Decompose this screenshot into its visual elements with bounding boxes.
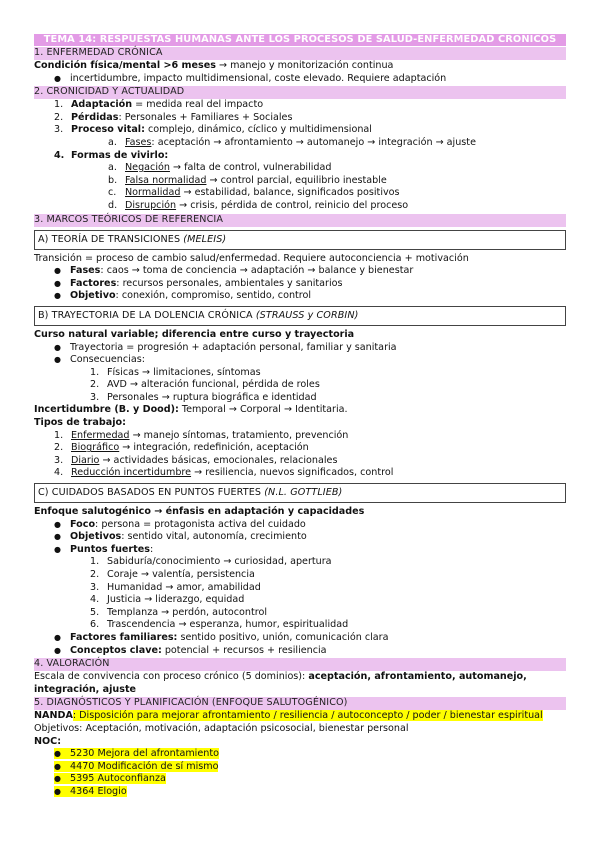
- text: sentido positivo, unión, comunicación clara: [177, 631, 389, 643]
- text: → resiliencia, nuevos significados, control: [191, 467, 394, 479]
- text-line: Tipos de trabajo:: [34, 417, 126, 429]
- text-line: Curso natural variable; diferencia entre curso y trayectoria: [34, 328, 355, 340]
- text: Justicia → liderazgo, equidad: [107, 594, 245, 606]
- text: Trayectoria = progresión + adaptación personal, familiar y sanitaria: [70, 341, 397, 353]
- noc-label: [34, 736, 566, 749]
- list-number: 4.: [90, 594, 100, 606]
- list-number: 3.: [54, 454, 64, 466]
- underlined-text: Disrupción: [125, 199, 177, 211]
- list-number: 2.: [54, 442, 64, 454]
- text: : caos → toma de conciencia → adaptación → balance y bienestar: [100, 265, 414, 277]
- list-item: [34, 367, 566, 380]
- text-line: Transición = proceso de cambio salud/enfermedad. Requiere autoconciencia + motivación: [34, 252, 469, 264]
- list-number: 2.: [54, 111, 64, 123]
- bold-text: Condición física/mental >6 meses: [34, 60, 216, 71]
- list-item: [34, 544, 566, 557]
- highlighted-text: 4364 Elogio: [70, 785, 127, 797]
- bullet-icon: ●: [54, 278, 61, 288]
- text: AVD → alteración funcional, pérdida de roles: [107, 379, 320, 391]
- box-author: (N.L. GOTTLIEB): [264, 487, 343, 499]
- list-item: [34, 99, 566, 112]
- text: : sentido vital, autonomía, crecimiento: [121, 531, 307, 543]
- text-line: [34, 404, 566, 417]
- bold-text: Foco: [70, 518, 96, 530]
- text: → actividades básicas, emocionales, relacionales: [99, 454, 338, 466]
- text: → control parcial, equilibrio inestable: [206, 174, 387, 186]
- list-item: [34, 175, 566, 188]
- bold-text: Formas de vivirlo:: [71, 149, 169, 161]
- noc-item: [34, 773, 566, 786]
- bold-text: NOC: [34, 735, 58, 747]
- list-number: 6.: [90, 619, 100, 631]
- bold-text: Puntos fuertes: [70, 543, 150, 555]
- list-item: [34, 278, 566, 291]
- list-item: [34, 607, 566, 620]
- list-item: [34, 150, 566, 163]
- highlighted-text: 5230 Mejora del afrontamiento: [70, 748, 219, 760]
- section-heading-5: 5. DIAGNÓSTICOS Y PLANIFICACIÓN (ENFOQUE SALUTOGÉNICO): [34, 697, 566, 710]
- list-number: 1.: [90, 366, 100, 378]
- noc-item: [34, 786, 566, 799]
- list-letter: d.: [108, 199, 118, 211]
- list-number: 1.: [54, 429, 64, 441]
- section-heading-2: 2. CRONICIDAD Y ACTUALIDAD: [34, 86, 566, 99]
- text: = medida real del impacto: [132, 99, 264, 111]
- list-item: [34, 124, 566, 137]
- underlined-text: Falsa normalidad: [125, 174, 207, 186]
- box-title: A) TEORÍA DE TRANSICIONES: [38, 233, 184, 245]
- page-title: TEMA 14: RESPUESTAS HUMANAS ANTE LOS PROCESOS DE SALUD-ENFERMEDAD CRÓNICOS: [34, 34, 566, 46]
- bullet-icon: ●: [54, 291, 61, 301]
- underlined-text: Negación: [125, 162, 170, 174]
- text: Personales → ruptura biográfica e identidad: [107, 391, 317, 403]
- section-heading-3: 3. MARCOS TEÓRICOS DE REFERENCIA: [34, 214, 566, 227]
- text: Templanza → perdón, autocontrol: [107, 606, 267, 618]
- list-item: [34, 290, 566, 303]
- list-item: [34, 519, 566, 532]
- list-item: [34, 162, 566, 175]
- text-line: [34, 60, 566, 73]
- text: complejo, dinámico, cíclico y multidimensional: [144, 124, 372, 136]
- bullet-icon: ●: [54, 73, 61, 83]
- bold-text: Pérdidas: [71, 111, 119, 123]
- list-letter: b.: [108, 174, 118, 186]
- bold-text: Fases: [70, 265, 101, 277]
- bullet-icon: ●: [54, 761, 61, 771]
- text: : persona = protagonista activa del cuidado: [95, 518, 306, 530]
- bold-text: Conceptos clave:: [70, 644, 162, 656]
- list-item: [34, 619, 566, 632]
- text-line: integración, ajuste: [34, 683, 137, 695]
- bullet-icon: ●: [54, 632, 61, 642]
- list-letter: a.: [108, 136, 117, 148]
- text-line: [34, 671, 566, 684]
- box-author: (MELEIS): [183, 233, 227, 245]
- text: → estabilidad, balance, significados positivos: [180, 187, 400, 199]
- text: Coraje → valentía, persistencia: [107, 569, 255, 580]
- bold-text: Factores familiares:: [70, 631, 178, 643]
- bullet-icon: ●: [54, 786, 61, 796]
- list-number: 1.: [90, 556, 100, 568]
- text: :: [57, 735, 62, 747]
- text: : aceptación → afrontamiento → automanejo → integración → ajuste: [151, 136, 476, 148]
- text: Trascendencia → esperanza, humor, espiritualidad: [107, 619, 349, 631]
- noc-item: [34, 748, 566, 761]
- text-line: Enfoque salutogénico → énfasis en adaptación y capacidades: [34, 506, 365, 518]
- text: Sabiduría/conocimiento → curiosidad, apertura: [107, 556, 332, 568]
- box-author: (STRAUSS y CORBIN): [255, 309, 359, 321]
- underlined-text: Reducción incertidumbre: [71, 467, 192, 479]
- highlighted-text: 4470 Modificación de sí mismo: [70, 760, 219, 772]
- text: : Personales + Familiares + Sociales: [118, 111, 293, 123]
- text: → integración, redefinición, aceptación: [119, 442, 309, 454]
- bold-text: Incertidumbre (B. y Dood):: [34, 404, 179, 416]
- section-heading-4: 4. VALORACIÓN: [34, 658, 566, 671]
- highlighted-text: : Disposición para mejorar afrontamiento / resiliencia / autoconcepto / poder / bienestar espiritual: [72, 710, 543, 722]
- list-letter: c.: [108, 187, 117, 199]
- bold-text: Adaptación: [71, 99, 133, 111]
- bullet-icon: ●: [54, 266, 61, 276]
- list-number: 5.: [90, 606, 100, 618]
- text: Físicas → limitaciones, síntomas: [107, 366, 261, 378]
- list-item: [34, 455, 566, 468]
- list-number: 3.: [90, 391, 100, 403]
- text: → crisis, pérdida de control, reinicio del proceso: [176, 199, 409, 211]
- subsection-box-c: [34, 483, 566, 503]
- list-item: [34, 73, 566, 86]
- list-item: [34, 112, 566, 125]
- list-item: [34, 392, 566, 405]
- list-item: [34, 430, 566, 443]
- list-number: 2.: [90, 569, 100, 580]
- list-item: [34, 467, 566, 480]
- list-number: 4.: [54, 467, 64, 479]
- list-number: 3.: [54, 124, 64, 136]
- box-title: B) TRAYECTORIA DE LA DOLENCIA CRÓNICA: [38, 309, 256, 321]
- bullet-icon: ●: [54, 645, 61, 655]
- list-item: [34, 187, 566, 200]
- list-item: [34, 342, 566, 355]
- text: → falta de control, vulnerabilidad: [169, 162, 332, 174]
- list-number: 4.: [54, 149, 65, 161]
- text: :: [149, 543, 154, 555]
- text: potencial + recursos + resiliencia: [161, 644, 327, 656]
- bold-text: Factores: [70, 277, 117, 289]
- text: Humanidad → amor, amabilidad: [107, 581, 261, 593]
- underlined-text: Enfermedad: [71, 429, 130, 441]
- bold-text: NANDA: [34, 710, 73, 722]
- subsection-box-b: [34, 306, 566, 326]
- list-item: [34, 442, 566, 455]
- bullet-icon: ●: [54, 774, 61, 784]
- list-item: [34, 594, 566, 607]
- list-item: [34, 200, 566, 213]
- list-item: [34, 137, 566, 150]
- list-item: [34, 531, 566, 544]
- bullet-icon: ●: [54, 544, 61, 554]
- list-item: [34, 582, 566, 595]
- text: Consecuencias:: [70, 354, 145, 366]
- underlined-text: Biográfico: [71, 442, 120, 454]
- list-item: [34, 569, 566, 582]
- list-item: [34, 265, 566, 278]
- list-number: 1.: [54, 99, 64, 111]
- highlighted-text: 5395 Autoconfianza: [70, 773, 166, 785]
- text: Temporal → Corporal → Identitaria.: [178, 404, 348, 416]
- list-number: 3.: [90, 581, 100, 593]
- list-item: [34, 645, 566, 658]
- list-item: [34, 632, 566, 645]
- text: → manejo y monitorización continua: [216, 60, 394, 71]
- bullet-icon: ●: [54, 532, 61, 542]
- underlined-text: Fases: [125, 136, 152, 148]
- text: incertidumbre, impacto multidimensional, coste elevado. Requiere adaptación: [70, 72, 447, 84]
- list-item: [34, 556, 566, 569]
- list-letter: a.: [108, 162, 117, 174]
- text-line: Objetivos: Aceptación, motivación, adaptación psicosocial, bienestar personal: [34, 722, 409, 734]
- underlined-text: Normalidad: [125, 187, 181, 199]
- list-number: 2.: [90, 379, 100, 391]
- bullet-icon: ●: [54, 519, 61, 529]
- noc-item: [34, 761, 566, 774]
- text: : recursos personales, ambientales y sanitarios: [116, 277, 343, 289]
- bullet-icon: ●: [54, 342, 61, 352]
- bold-text: Objetivo: [70, 290, 116, 302]
- bold-text: Proceso vital:: [71, 124, 145, 136]
- section-heading-1: 1. ENFERMEDAD CRÓNICA: [34, 47, 566, 60]
- bullet-icon: ●: [54, 749, 61, 759]
- nanda-line: [34, 710, 566, 723]
- text: : conexión, compromiso, sentido, control: [115, 290, 312, 302]
- bullet-icon: ●: [54, 355, 61, 365]
- underlined-text: Diario: [71, 454, 100, 466]
- text: Escala de convivencia con proceso crónico (5 dominios):: [34, 671, 309, 683]
- bold-text: aceptación, afrontamiento, automanejo,: [308, 671, 527, 683]
- bold-text: Objetivos: [70, 531, 122, 543]
- list-item: [34, 354, 566, 367]
- subsection-box-a: [34, 230, 566, 250]
- box-title: C) CUIDADOS BASADOS EN PUNTOS FUERTES: [38, 487, 265, 499]
- list-item: [34, 379, 566, 392]
- text: → manejo síntomas, tratamiento, prevención: [129, 429, 349, 441]
